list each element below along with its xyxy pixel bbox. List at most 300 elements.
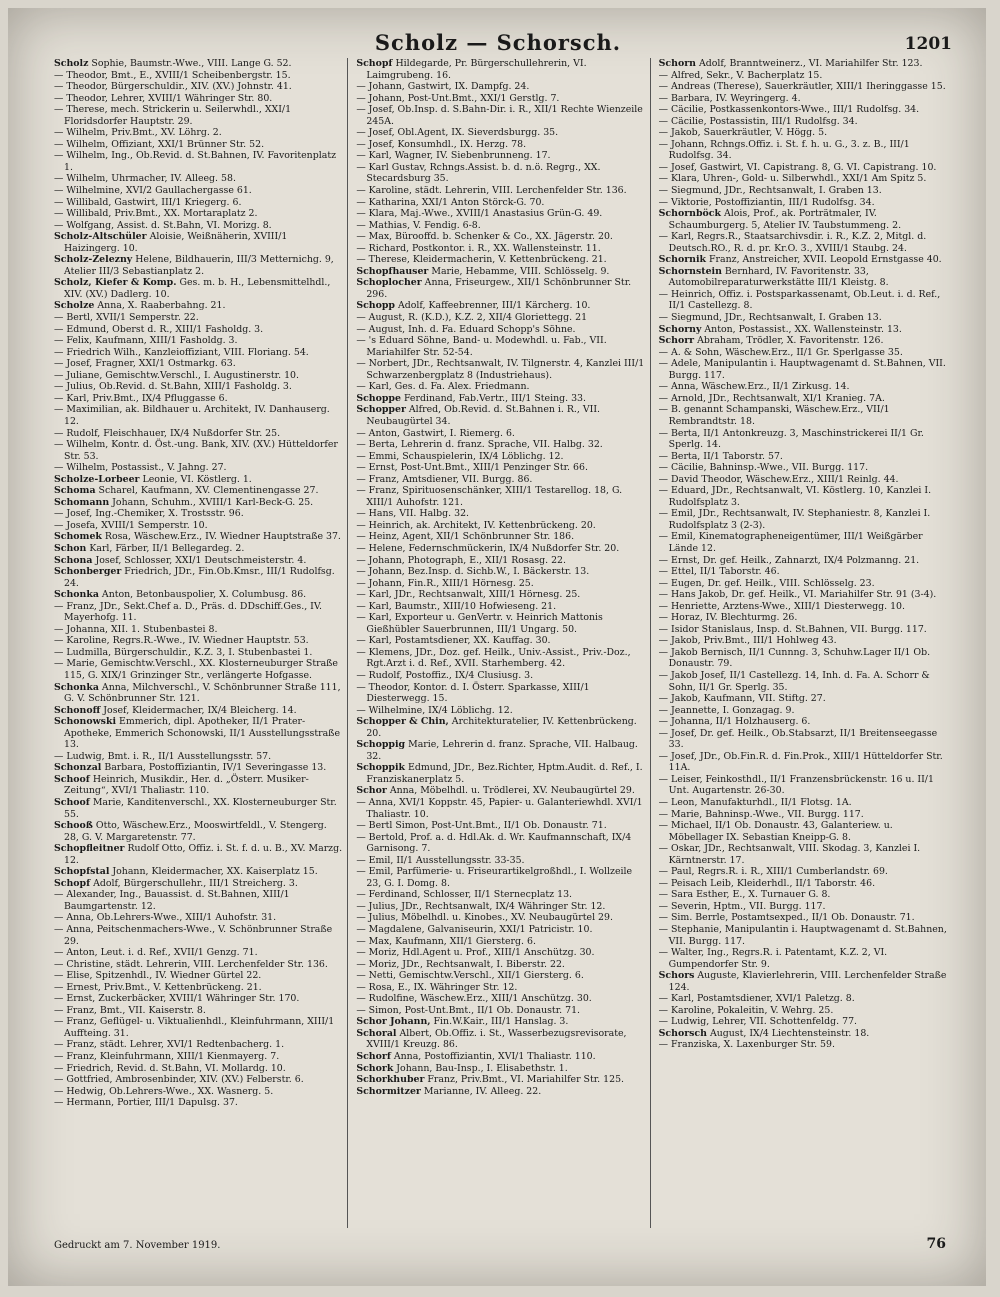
directory-entry xyxy=(659,670,948,693)
entry-details: — Karl, Ges. d. Fa. Alex. Friedmann. xyxy=(356,381,530,393)
directory-entry xyxy=(659,820,948,843)
entry-details: Abraham, Trödler, X. Favoritenstr. 126. xyxy=(697,335,884,347)
entry-surname: Schors xyxy=(658,970,695,982)
entry-details: — Marie, Bahninsp.-Wwe., VII. Burgg. 117. xyxy=(658,808,864,820)
directory-entry xyxy=(356,601,645,613)
directory-entry xyxy=(356,127,645,139)
directory-entry xyxy=(356,474,645,486)
entry-surname: Schornböck xyxy=(658,208,721,220)
directory-entry xyxy=(659,809,948,821)
entry-surname: Schor Johann, xyxy=(356,1016,431,1028)
entry-details: Josef, Kleidermacher, IX/4 Bleicherg. 14. xyxy=(103,704,297,716)
entry-details: Anna, Möbelhdl. u. Trödlerei, XV. Neubaugürtel 29. xyxy=(389,785,635,797)
entry-details: — Josef, Konsumhdl., IX. Herzg. 78. xyxy=(356,138,527,150)
directory-entry xyxy=(356,312,645,324)
entry-details: August, IX/4 Liechtensteinstr. 18. xyxy=(709,1027,870,1039)
directory-entry xyxy=(54,485,343,497)
entry-details: — Klara, Uhren-, Gold- u. Silberwhdl., XXI/1 Am Spitz 5. xyxy=(658,173,927,185)
entry-details: — Karl, Wagner, IV. Siebenbrunneng. 17. xyxy=(356,150,551,162)
directory-entry xyxy=(54,889,343,912)
entry-surname: Schorn xyxy=(658,58,696,69)
entry-details: — Berta, II/1 Antonkreuzg. 3, Maschinstrickerei II/1 Gr. Sperlg. 14. xyxy=(658,427,924,451)
directory-entry xyxy=(659,127,948,139)
directory-entry xyxy=(356,358,645,381)
directory-entry xyxy=(659,381,948,393)
directory-entry xyxy=(659,70,948,82)
directory-page xyxy=(8,8,986,1286)
directory-entry xyxy=(54,543,343,555)
directory-entry xyxy=(356,300,645,312)
entry-details: — Franz, Amtsdiener, VII. Burgg. 86. xyxy=(356,473,533,485)
entry-details: — Anna, Peitschenmachers-Wwe., V. Schönbrunner Straße 29. xyxy=(54,924,333,947)
directory-columns xyxy=(54,58,952,1228)
directory-entry xyxy=(356,832,645,855)
directory-entry xyxy=(659,612,948,624)
entry-surname: Schorny xyxy=(658,323,702,335)
entry-details: — Josef, Fragner, XXI/1 Ostmarkg. 63. xyxy=(54,358,236,370)
entry-details: — Theodor, Bürgerschuldir., XIV. (XV.) Johnstr. 41. xyxy=(54,81,292,93)
entry-details: — Max, Bürooffd. b. Schenker & Co., XX. Jägerstr. 20. xyxy=(356,231,613,243)
entry-details: — Leon, Manufakturhdl., II/1 Flotsg. 1A. xyxy=(658,797,852,808)
directory-entry xyxy=(659,555,948,567)
directory-entry xyxy=(54,312,343,324)
entry-details: — B. genannt Schampanski, Wäschew.Erz., VII/1 Rembrandtstr. 18. xyxy=(658,404,890,427)
entry-details: — Peisach Leib, Kleiderhdl., II/1 Taborstr. 46. xyxy=(658,877,876,889)
entry-details: — Ludwig, Bmt. i. R., II/1 Ausstellungsstr. 57. xyxy=(54,750,272,762)
entry-details: — Walter, Ing., Regrs.R. i. Patentamt, K.Z. 2, VI. Gumpendorfer Str. 9. xyxy=(658,947,888,970)
entry-details: — Karl, Postamtsdiener, XX. Kauffag. 30. xyxy=(356,635,551,647)
directory-entry xyxy=(54,439,343,462)
entry-details: — Franz, städt. Lehrer, XVI/1 Redtenbacherg. 1. xyxy=(54,1039,285,1051)
entry-surname: Scholz, Kiefer & Komp. xyxy=(54,277,177,289)
directory-entry xyxy=(356,139,645,151)
directory-entry xyxy=(659,173,948,185)
directory-entry xyxy=(54,58,343,70)
directory-entry xyxy=(659,912,948,924)
directory-entry xyxy=(54,1005,343,1017)
directory-entry xyxy=(356,208,645,220)
directory-entry xyxy=(54,220,343,232)
directory-entry xyxy=(659,347,948,359)
directory-entry xyxy=(356,959,645,971)
entry-details: — Karoline, Regrs.R.-Wwe., IV. Wiedner Hauptstr. 53. xyxy=(54,635,309,647)
page-title: Scholz — Schorsch. xyxy=(374,30,622,55)
directory-entry xyxy=(659,81,948,93)
directory-entry xyxy=(54,358,343,370)
directory-entry xyxy=(54,589,343,601)
directory-entry xyxy=(54,324,343,336)
entry-surname: Schopfstal xyxy=(54,866,110,878)
entry-details: — Rosa, E., IX. Währinger Str. 12. xyxy=(356,981,518,993)
directory-entry xyxy=(659,947,948,970)
directory-entry xyxy=(356,439,645,451)
entry-details: — Emil, Parfümerie- u. Friseurartikelgroßhdl., I. Wollzeile 23, G. I. Domg. 8. xyxy=(356,866,633,889)
directory-entry xyxy=(659,589,948,601)
directory-entry xyxy=(356,670,645,682)
directory-entry xyxy=(54,762,343,774)
directory-entry xyxy=(356,93,645,105)
entry-details: Anton, Postassist., XX. Wallensteinstr. 13. xyxy=(704,323,902,335)
directory-entry xyxy=(54,277,343,300)
entry-details: — Rudolfine, Wäschew.Erz., XIII/1 Anschützg. 30. xyxy=(356,993,592,1005)
entry-details: — Emil, JDr., Rechtsanwalt, IV. Stephaniestr. 8, Kanzlei I. Rudolfsplatz 3 (2-3). xyxy=(658,508,931,531)
entry-details: Johann, Schuhm., XVIII/1 Karl-Beck-G. 25. xyxy=(112,496,314,508)
entry-details: — Friedrich Wilh., Kanzleioffiziant, VIII. Floriang. 54. xyxy=(54,346,309,358)
directory-entry xyxy=(659,312,948,324)
entry-details: Auguste, Klavierlehrerin, VIII. Lerchenfelder Straße 124. xyxy=(668,970,947,993)
entry-details: — Siegmund, JDr., Rechtsanwalt, I. Graben 13. xyxy=(658,312,882,324)
entry-details: — Wolfgang, Assist. d. St.Bahn, VI. Morizg. 8. xyxy=(54,219,272,231)
directory-entry xyxy=(356,947,645,959)
directory-entry xyxy=(356,197,645,209)
entry-details: Alfred, Ob.Revid. d. St.Bahnen i. R., VII. Neubaugürtel 34. xyxy=(366,404,601,427)
entry-details: — Rudolf, Postoffiz., IX/4 Clusiusg. 3. xyxy=(356,669,534,681)
directory-entry xyxy=(54,624,343,636)
entry-surname: Schonka xyxy=(54,589,99,601)
entry-surname: Schoplocher xyxy=(356,277,422,289)
directory-entry xyxy=(659,1039,948,1051)
directory-entry xyxy=(659,866,948,878)
directory-column-2 xyxy=(356,58,650,1228)
entry-details: — Wilhelm, Offiziant, XXI/1 Brünner Str. 52. xyxy=(54,138,265,150)
entry-details: — Ernst, Post-Unt.Bmt., XIII/1 Penzinger Str. 66. xyxy=(356,462,588,474)
directory-entry xyxy=(54,647,343,659)
entry-details: — Barbara, IV. Weyringerg. 4. xyxy=(658,92,801,104)
directory-entry xyxy=(356,162,645,185)
entry-details: — Johann, Post-Unt.Bmt., XXI/1 Gerstlg. 7. xyxy=(356,92,560,104)
directory-entry xyxy=(659,335,948,347)
entry-details: — Heinz, Agent, XII/1 Schönbrunner Str. 186. xyxy=(356,531,575,543)
entry-details: Karl, Färber, II/1 Bellegardeg. 2. xyxy=(89,542,245,554)
entry-surname: Schopper & Chin, xyxy=(356,716,449,728)
directory-entry xyxy=(54,1074,343,1086)
entry-surname: Schoppig xyxy=(356,739,406,751)
directory-entry xyxy=(356,716,645,739)
entry-details: — Heinrich, Offiz. i. Postsparkassenamt, Ob.Leut. i. d. Ref., II/1 Castellezg. 8. xyxy=(658,288,941,312)
entry-details: — Hans, VII. Halbg. 32. xyxy=(356,508,470,520)
directory-entry xyxy=(356,901,645,913)
directory-entry xyxy=(659,924,948,947)
entry-details: Hildegarde, Pr. Bürgerschullehrerin, VI. Laimgrubeng. 16. xyxy=(366,58,587,81)
page-footer xyxy=(54,1236,946,1262)
entry-surname: Schopf xyxy=(54,877,91,889)
entry-details: — Friedrich, Revid. d. St.Bahn, VI. Mollardg. 10. xyxy=(54,1062,286,1074)
entry-details: — Edmund, Oberst d. R., XIII/1 Fasholdg. 3. xyxy=(54,323,264,335)
directory-entry xyxy=(356,820,645,832)
directory-entry xyxy=(54,601,343,624)
entry-details: — Eugen, Dr. gef. Heilk., VIII. Schlösselg. 23. xyxy=(658,577,875,589)
entry-details: — Karl, Exporteur u. GenVertr. v. Heinrich Mattonis Gießhübler Sauerbrunnen, III/1 Ungarg. 50. xyxy=(356,612,603,635)
entry-surname: Schorr xyxy=(658,335,695,347)
entry-details: — Jeannette, I. Gonzagag. 9. xyxy=(658,704,795,716)
entry-details: — Johann, Rchngs.Offiz. i. St. f. h. u. G., 3. z. B., III/1 Rudolfsg. 34. xyxy=(658,138,910,162)
directory-entry xyxy=(356,220,645,232)
directory-entry xyxy=(659,531,948,554)
entry-details: — Wilhelm, Uhrmacher, IV. Alleeg. 58. xyxy=(54,173,236,185)
directory-entry xyxy=(54,555,343,567)
entry-details: — Franz, Bmt., VII. Kaiserstr. 8. xyxy=(54,1004,206,1016)
entry-details: — Gottfried, Ambrosenbinder, XIV. (XV.) Felberstr. 6. xyxy=(54,1074,304,1086)
entry-details: — Emil, II/1 Ausstellungsstr. 33-35. xyxy=(356,854,525,866)
entry-surname: Scholz xyxy=(54,58,89,69)
entry-details: — Ernst, Dr. gef. Heilk., Zahnarzt, IX/4 Polzmanng. 21. xyxy=(658,554,920,566)
entry-details: Barbara, Postoffiziantin, IV/1 Severingasse 13. xyxy=(104,762,327,774)
directory-entry xyxy=(356,785,645,797)
entry-details: Ges. m. b. H., Lebensmittelhdl., XIV. (XV.) Dadlerg. 10. xyxy=(64,277,331,300)
entry-details: Scharel, Kaufmann, XV. Clementinengasse 27. xyxy=(98,485,319,497)
entry-details: — Theodor, Bmt., E., XVIII/1 Scheibenbergstr. 15. xyxy=(54,69,291,81)
directory-entry xyxy=(659,843,948,866)
directory-entry xyxy=(356,231,645,243)
directory-entry xyxy=(54,370,343,382)
directory-entry xyxy=(659,578,948,590)
entry-details: — Richard, Postkontor. i. R., XX. Wallensteinstr. 11. xyxy=(356,242,601,254)
entry-details: — Eduard, JDr., Rechtsanwalt, VI. Köstlerg. 10, Kanzlei I. Rudolfsplatz 3. xyxy=(658,485,932,508)
entry-details: — Theodor, Kontor. d. I. Österr. Sparkasse, XIII/1 Diesterwegg. 15. xyxy=(356,681,590,705)
entry-details: — Ferdinand, Schlosser, II/1 Sternecplatz 13. xyxy=(356,889,573,901)
directory-entry xyxy=(356,912,645,924)
entry-details: — Johann, Gastwirt, IX. Dampfg. 24. xyxy=(356,81,530,93)
entry-surname: Schoof xyxy=(54,773,90,785)
entry-details: — Heinrich, ak. Architekt, IV. Kettenbrückeng. 20. xyxy=(356,519,596,531)
directory-entry xyxy=(659,254,948,266)
directory-entry xyxy=(659,705,948,717)
directory-entry xyxy=(659,993,948,1005)
entry-details: Helene, Bildhauerin, III/3 Metternichg. 9, Atelier III/3 Sebastianplatz 2. xyxy=(64,254,334,277)
directory-entry xyxy=(356,277,645,300)
entry-details: — Ludwig, Lehrer, VII. Schottenfeldg. 77. xyxy=(658,1016,858,1028)
entry-details: — Hedwig, Ob.Lehrers-Wwe., XX. Wasnerg. 5. xyxy=(54,1085,274,1097)
directory-entry xyxy=(356,635,645,647)
entry-details: — Josef, JDr., Ob.Fin.R. d. Fin.Prok., XIII/1 Hütteldorfer Str. 11A. xyxy=(658,750,943,774)
directory-entry xyxy=(54,208,343,220)
entry-details: — Marie, Gemischtw.Verschl., XX. Klosterneuburger Straße 115, G. XIX/1 Grinzinger Str., verlängerte Hofgasse. xyxy=(54,658,338,681)
entry-details: — Magdalene, Galvaniseurin, XXI/1 Patricistr. 10. xyxy=(356,924,593,936)
directory-entry xyxy=(356,982,645,994)
directory-entry xyxy=(356,58,645,81)
page-header xyxy=(8,30,986,60)
entry-surname: Schopfhauser xyxy=(356,265,429,277)
directory-entry xyxy=(659,289,948,312)
entry-surname: Schornstein xyxy=(658,265,722,277)
directory-entry xyxy=(54,531,343,543)
entry-details: — Emil, Kinematographeneigentümer, III/1 Weißgärber Lände 12. xyxy=(658,531,923,554)
entry-details: — Anna, XVI/1 Koppstr. 45, Papier- u. Galanteriewhdl. XVI/1 Thaliastr. 10. xyxy=(356,797,643,820)
entry-details: Leonie, VI. Köstlerg. 1. xyxy=(142,473,252,485)
directory-entry xyxy=(659,878,948,890)
directory-entry xyxy=(54,347,343,359)
entry-details: — Josef, Dr. gef. Heilk., Ob.Stabsarzt, II/1 Breitenseegasse 33. xyxy=(658,727,938,751)
directory-entry xyxy=(54,393,343,405)
entry-details: — Julius, JDr., Rechtsanwalt, IX/4 Währinger Str. 12. xyxy=(356,900,606,912)
entry-details: — Franziska, X. Laxenburger Str. 59. xyxy=(658,1039,835,1051)
entry-details: — Willibald, Gastwirt, III/1 Kriegerg. 6. xyxy=(54,196,242,208)
entry-details: — Ernest, Priv.Bmt., V. Kettenbrückeng. 21. xyxy=(54,981,262,993)
directory-column-3 xyxy=(659,58,952,1228)
entry-details: — Felix, Kaufmann, XIII/1 Fasholdg. 3. xyxy=(54,335,238,347)
directory-entry xyxy=(356,254,645,266)
directory-entry xyxy=(356,1051,645,1063)
directory-entry xyxy=(659,162,948,174)
directory-entry xyxy=(659,474,948,486)
entry-details: — Ludmilla, Bürgerschuldir., K.Z. 3, I. Stubenbastei 1. xyxy=(54,646,313,658)
directory-entry xyxy=(659,774,948,797)
directory-entry xyxy=(54,1097,343,1109)
directory-entry xyxy=(54,81,343,93)
directory-entry xyxy=(54,843,343,866)
directory-entry xyxy=(54,173,343,185)
entry-surname: Schork xyxy=(356,1062,394,1074)
entry-details: — Alexander, Ing., Bauassist. d. St.Bahnen, XIII/1 Baumgartenstr. 12. xyxy=(54,889,290,912)
entry-details: Anton, Betonbauspolier, X. Columbusg. 86. xyxy=(101,589,307,601)
entry-details: — Horaz, IV. Blechturmg. 26. xyxy=(658,612,798,624)
directory-entry xyxy=(356,924,645,936)
directory-entry xyxy=(54,70,343,82)
directory-entry xyxy=(659,116,948,128)
entry-surname: Schoof xyxy=(54,797,90,808)
entry-details: Emmerich, dipl. Apotheker, II/1 Prater-Apotheke, Emmerich Schonowski, II/1 Ausstellungsstraße 13. xyxy=(64,716,340,751)
directory-entry xyxy=(54,705,343,717)
directory-entry xyxy=(659,208,948,231)
page-number: 1201 xyxy=(904,34,952,54)
entry-details: — Klara, Maj.-Wwe., XVIII/1 Anastasius Grün-G. 49. xyxy=(356,208,603,220)
directory-entry xyxy=(659,566,948,578)
entry-details: — Jakob, Sauerkräutler, V. Högg. 5. xyxy=(658,127,828,139)
entry-details: — Viktorie, Postoffiziantin, III/1 Rudolfsg. 34. xyxy=(658,196,875,208)
entry-details: Adolf, Kaffeebrenner, III/1 Kärcherg. 10. xyxy=(397,300,591,312)
directory-entry xyxy=(356,1005,645,1017)
entry-surname: Schonka xyxy=(54,681,99,693)
entry-details: Albert, Ob.Offiz. i. St., Wasserbezugsrevisorate, XVIII/1 Kreuzg. 86. xyxy=(366,1027,627,1051)
entry-details: — Cäcilie, Bahninsp.-Wwe., VII. Burgg. 117. xyxy=(658,462,869,474)
directory-entry xyxy=(659,970,948,993)
entry-details: — David Theodor, Wäschew.Erz., XIII/1 Reinlg. 44. xyxy=(658,473,899,485)
entry-details: Rosa, Wäschew.Erz., IV. Wiedner Hauptstraße 37. xyxy=(104,531,341,543)
directory-entry xyxy=(54,497,343,509)
directory-entry xyxy=(54,658,343,681)
directory-entry xyxy=(659,647,948,670)
entry-details: — Johann, Bez.Insp. d. Sichb.W., I. Bäckerstr. 13. xyxy=(356,566,590,578)
entry-details: Otto, Wäschew.Erz., Mooswirtfeldl., V. Stengerg. 28, G. V. Margaretenstr. 77. xyxy=(64,820,327,843)
entry-surname: Schoral xyxy=(356,1027,397,1039)
directory-entry xyxy=(54,231,343,254)
entry-details: — Jakob Bernisch, II/1 Cunnng. 3, Schuhw.Lager II/1 Ob. Donaustr. 79. xyxy=(658,646,931,670)
entry-details: Franz, Priv.Bmt., VI. Mariahilfer Str. 125. xyxy=(427,1074,625,1086)
directory-entry xyxy=(659,624,948,636)
directory-entry xyxy=(356,855,645,867)
entry-details: — Josef, Ob.Insp. d. S.Bahn-Dir. i. R., XII/1 Rechte Wienzeile 245A. xyxy=(356,104,643,127)
entry-details: Bernhard, IV. Favoritenstr. 33, Automobilreparaturwerkstätte III/1 Kleistg. 8. xyxy=(668,265,889,289)
directory-entry xyxy=(356,889,645,901)
entry-details: — Severin, Hptm., VII. Burgg. 117. xyxy=(658,900,826,912)
entry-surname: Schor xyxy=(356,785,387,797)
entry-details: — Berta, II/1 Taborstr. 57. xyxy=(658,450,783,462)
entry-details: Anna, Milchverschl., V. Schönbrunner Straße 111, G. V. Schönbrunner Str. 121. xyxy=(64,681,341,705)
directory-entry xyxy=(659,901,948,913)
entry-surname: Schoppik xyxy=(356,762,406,774)
entry-details: — Anton, Gastwirt, I. Riemerg. 6. xyxy=(356,427,515,439)
directory-entry xyxy=(659,485,948,508)
entry-details: — Julius, Ob.Revid. d. St.Bahn, XIII/1 Fasholdg. 3. xyxy=(54,381,292,393)
entry-surname: Schooß xyxy=(54,820,93,832)
entry-details: — Wilhelmine, IX/4 Löblichg. 12. xyxy=(356,704,513,716)
directory-entry xyxy=(659,451,948,463)
entry-details: — Wilhelm, Ing., Ob.Revid. d. St.Bahnen, IV. Favoritenplatz 1. xyxy=(54,150,337,173)
entry-details: — Maximilian, ak. Bildhauer u. Architekt, IV. Danhauserg. 12. xyxy=(54,404,330,427)
entry-surname: Schon xyxy=(54,542,87,554)
entry-details: — Julius, Möbelhdl. u. Kinobes., XV. Neubaugürtel 29. xyxy=(356,912,613,924)
entry-details: — August, R. (K.D.), K.Z. 2, XII/4 Gloriettegg. 21 xyxy=(356,312,588,324)
entry-details: — Hermann, Portier, III/1 Dapulsg. 37. xyxy=(54,1097,238,1109)
directory-entry xyxy=(54,1086,343,1098)
directory-entry xyxy=(356,150,645,162)
entry-details: — Jakob, Kaufmann, VII. Stiftg. 27. xyxy=(658,693,826,705)
entry-details: — Jakob Josef, II/1 Castellezg. 14, Inh. d. Fa. A. Schorr & Sohn, II/1 Gr. Sperlg. 35. xyxy=(658,669,930,693)
entry-details: Rudolf Otto, Offiz. i. St. f. d. u. B., XV. Marzg. 12. xyxy=(64,843,343,866)
directory-entry xyxy=(54,185,343,197)
entry-details: — Oskar, JDr., Rechtsanwalt, VIII. Skodag. 3, Kanzlei I. Kärntnerstr. 17. xyxy=(658,843,921,866)
entry-details: — Simon, Post-Unt.Bmt., II/1 Ob. Donaustr. 71. xyxy=(356,1004,581,1016)
directory-entry xyxy=(356,266,645,278)
entry-details: — Johann, Fin.R., XIII/1 Hörnesg. 25. xyxy=(356,577,534,589)
directory-entry xyxy=(54,474,343,486)
sheet-number: 76 xyxy=(926,1236,946,1252)
entry-details: — Therese, mech. Strickerin u. Seilerwhdl., XXI/1 Floridsdorfer Hauptstr. 29. xyxy=(54,104,292,127)
directory-entry xyxy=(54,197,343,209)
entry-details: Anna, Postoffiziantin, XVI/1 Thaliastr. 110. xyxy=(393,1051,596,1063)
entry-details: — Therese, Kleidermacherin, V. Kettenbrückeng. 21. xyxy=(356,254,607,266)
directory-entry xyxy=(356,381,645,393)
directory-entry xyxy=(356,1028,645,1051)
entry-details: — Karl, JDr., Rechtsanwalt, XIII/1 Hörnesg. 25. xyxy=(356,589,581,601)
directory-entry xyxy=(356,335,645,358)
entry-surname: Schoma xyxy=(54,485,96,497)
directory-entry xyxy=(356,104,645,127)
directory-entry xyxy=(54,635,343,647)
entry-details: — Johann, Photograph, E., XII/1 Rosasg. 22. xyxy=(356,554,566,566)
directory-entry xyxy=(54,1063,343,1075)
entry-details: — Franz, Spirituosenschänker, XIII/1 Testarellog. 18, G. XIII/1 Auhofstr. 121. xyxy=(356,485,623,508)
entry-details: — Michael, II/1 Ob. Donaustr. 43, Galanteriew. u. Möbellager IX. Sebastian Kneipp-G. 8. xyxy=(658,820,893,843)
directory-entry xyxy=(356,1063,645,1075)
entry-details: — Norbert, JDr., Rechtsanwalt, IV. Tilgnerstr. 4, Kanzlei III/1 Schwarzenbergplatz 8 (Industriehaus). xyxy=(356,358,645,381)
entry-details: Franz, Anstreicher, XVII. Leopold Ernstgasse 40. xyxy=(709,254,942,266)
directory-entry xyxy=(659,462,948,474)
entry-details: Johann, Bau-Insp., I. Elisabethstr. 1. xyxy=(396,1062,568,1074)
directory-entry xyxy=(54,912,343,924)
entry-details: Sophie, Baumstr.-Wwe., VIII. Lange G. 52. xyxy=(91,58,292,69)
directory-entry xyxy=(54,300,343,312)
entry-details: — Isidor Stanislaus, Insp. d. St.Bahnen, VII. Burgg. 117. xyxy=(658,623,927,635)
entry-details: — Wilhelmine, XVI/2 Gaullachergasse 61. xyxy=(54,185,252,197)
directory-entry xyxy=(54,1016,343,1039)
directory-entry xyxy=(54,462,343,474)
entry-details: — Siegmund, JDr., Rechtsanwalt, I. Graben 13. xyxy=(658,185,882,197)
directory-entry xyxy=(659,324,948,336)
entry-details: — Johanna, XII. 1. Stubenbastei 8. xyxy=(54,623,218,635)
directory-entry xyxy=(54,1039,343,1051)
entry-details: — Karoline, städt. Lehrerin, VIII. Lerchenfelder Str. 136. xyxy=(356,185,627,197)
directory-entry xyxy=(356,324,645,336)
entry-details: — Bertold, Prof. a. d. Hdl.Ak. d. Wr. Kaufmannschaft, IX/4 Garnisong. 7. xyxy=(356,831,632,855)
entry-surname: Scholz-Zelezny xyxy=(54,254,133,266)
directory-entry xyxy=(356,531,645,543)
directory-entry xyxy=(54,93,343,105)
directory-entry xyxy=(659,404,948,427)
entry-details: — Ernst, Zuckerbäcker, XVIII/1 Währinger Str. 170. xyxy=(54,993,300,1005)
directory-entry xyxy=(659,508,948,531)
entry-details: — Andreas (Therese), Sauerkräutler, XIII/1 Iheringgasse 15. xyxy=(658,81,946,93)
